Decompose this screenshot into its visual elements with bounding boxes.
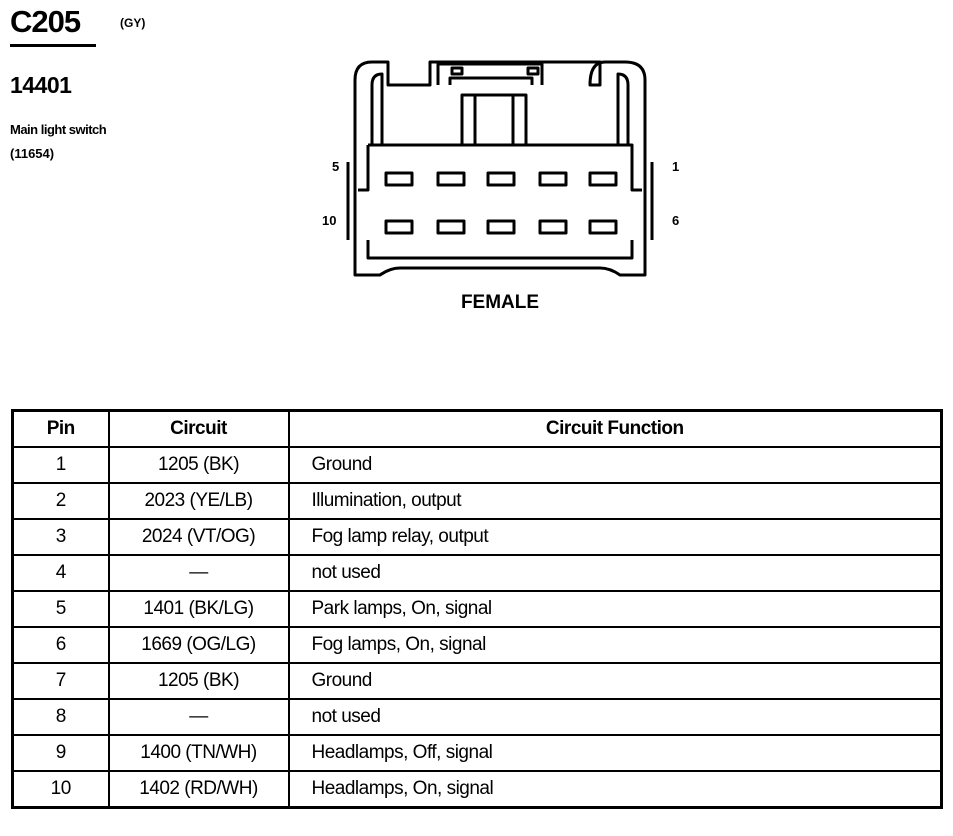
- pin-cavity-1: [590, 173, 616, 185]
- table-row: [13, 555, 942, 591]
- table-row: [13, 447, 942, 483]
- component-ref: (11654): [10, 146, 55, 161]
- header-circuit: Circuit: [109, 411, 289, 448]
- pinout-table: [11, 409, 943, 809]
- connector-color: (GY): [120, 16, 146, 30]
- pin-cavity-8: [488, 221, 514, 233]
- part-number: 14401: [10, 72, 72, 98]
- pin-label-1: 1: [672, 159, 680, 174]
- circuit-cell: 1205 (BK): [109, 663, 289, 699]
- function-cell: Fog lamps, On, signal: [289, 627, 942, 663]
- pin-cavity-5: [386, 173, 412, 185]
- pin-cavity-3: [488, 173, 514, 185]
- function-cell: Headlamps, On, signal: [289, 771, 942, 808]
- function-cell: Headlamps, Off, signal: [289, 735, 942, 771]
- latch-slot-right: [528, 68, 538, 74]
- table-row: [13, 699, 942, 735]
- pin-cell: 10: [13, 771, 109, 808]
- pin-cell: 2: [13, 483, 109, 519]
- pin-cavity-7: [540, 221, 566, 233]
- header-circuit-function: Circuit Function: [289, 411, 942, 448]
- latch-slot-left: [452, 68, 462, 74]
- pin-cavity-10: [386, 221, 412, 233]
- circuit-cell: 2023 (YE/LB): [109, 483, 289, 519]
- pin-label-10: 10: [322, 213, 337, 228]
- function-cell: not used: [289, 699, 942, 735]
- table-row: [13, 735, 942, 771]
- circuit-cell: 1400 (TN/WH): [109, 735, 289, 771]
- circuit-cell: —: [109, 555, 289, 591]
- pin-cell: 5: [13, 591, 109, 627]
- pin-cell: 3: [13, 519, 109, 555]
- circuit-cell: 2024 (VT/OG): [109, 519, 289, 555]
- function-cell: not used: [289, 555, 942, 591]
- pin-cavity-4: [438, 173, 464, 185]
- circuit-cell: 1402 (RD/WH): [109, 771, 289, 808]
- circuit-cell: 1401 (BK/LG): [109, 591, 289, 627]
- latch-tab-inner: [475, 95, 513, 145]
- table-row: [13, 771, 942, 808]
- function-cell: Illumination, output: [289, 483, 942, 519]
- pin-cell: 4: [13, 555, 109, 591]
- pin-cavity-9: [438, 221, 464, 233]
- component-name: Main light switch: [10, 122, 107, 137]
- table-row: [13, 627, 942, 663]
- pin-cell: 7: [13, 663, 109, 699]
- function-cell: Fog lamp relay, output: [289, 519, 942, 555]
- connector-inner-body: [358, 145, 642, 258]
- table-row: [13, 663, 942, 699]
- circuit-cell: 1205 (BK): [109, 447, 289, 483]
- left-latch-arm: [372, 74, 382, 145]
- pin-cell: 9: [13, 735, 109, 771]
- table-row: [13, 519, 942, 555]
- table-row: [13, 483, 942, 519]
- function-cell: Ground: [289, 447, 942, 483]
- connector-id-underline: [10, 44, 96, 47]
- circuit-cell: —: [109, 699, 289, 735]
- pin-label-5: 5: [332, 159, 340, 174]
- pin-cell: 8: [13, 699, 109, 735]
- connector-face-diagram: [300, 40, 720, 320]
- function-cell: Ground: [289, 663, 942, 699]
- latch-tab: [462, 95, 526, 145]
- circuit-cell: 1669 (OG/LG): [109, 627, 289, 663]
- pin-cell: 6: [13, 627, 109, 663]
- gender-label: FEMALE: [460, 292, 540, 313]
- right-latch-arm: [618, 74, 628, 145]
- pin-label-6: 6: [672, 213, 680, 228]
- function-cell: Park lamps, On, signal: [289, 591, 942, 627]
- pin-cavity-6: [590, 221, 616, 233]
- pin-cavity-2: [540, 173, 566, 185]
- table-row: [13, 591, 942, 627]
- connector-id: C205: [10, 4, 81, 39]
- table-header-row: [13, 411, 942, 448]
- pin-cell: 1: [13, 447, 109, 483]
- header-pin: Pin: [13, 411, 109, 448]
